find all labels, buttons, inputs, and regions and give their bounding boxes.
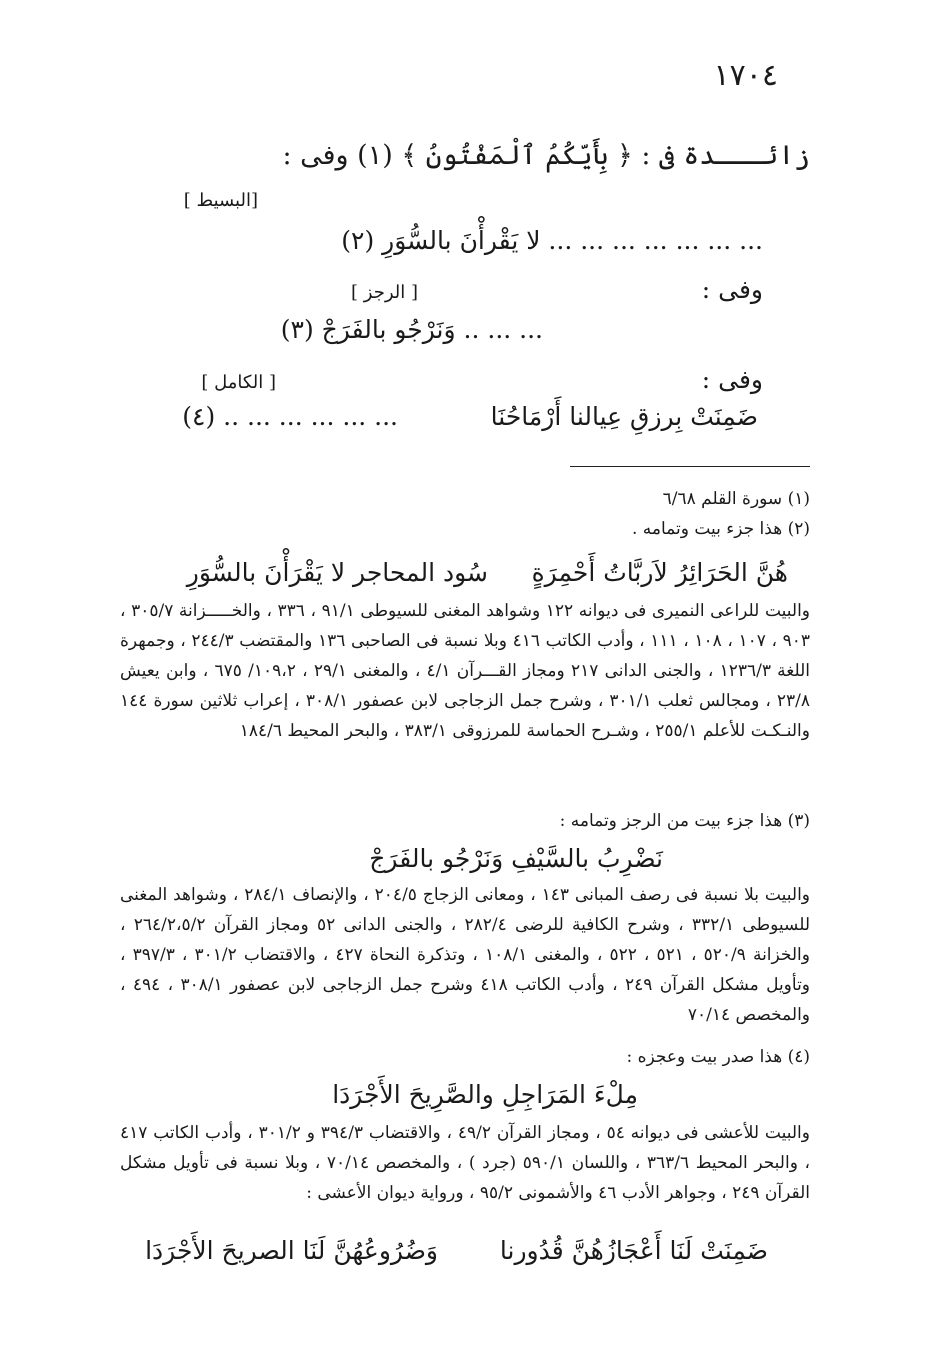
verse-example-2: ... ... .. وَنَرْجُو بالفَرَجْ (٣) [280,315,543,344]
verse-example-3-hemistich-2: ... ... ... ... ... .. (٤) [182,402,398,431]
footnote-4-verse: مِلْءَ المَرَاجِلِ والصَّرِيحَ الأَجْرَدَا [332,1080,638,1109]
footnote-4-final-hemistich-1: ضَمِنَتْ لَنَا أَعْجَازُهُنَّ قُدُورنا [499,1236,768,1265]
footnote-2-verse-hemistich-1: هُنَّ الحَرَائِرُ لاَربَّاتُ أَحْمِرَةٍ [531,558,788,587]
footnote-4-references: والبيت للأعشى فى ديوانه ٥٤ ، ومجاز القرآن ٤٩/٢ ، والاقتضاب ٣٩٤/٣ و ٣٠١/٢ ، وأدب الكاتب ٤١٧ ، والبحر المحيط ٣٦٣/٦ ، واللسان ٥٩٠/١ (جرد ) ، والمخصص ٧٠/١٤ ، وبلا نسبة فى تأويل مشكل القرآن ٢٤٩ ، وجواهر الأدب ٤٦ والأشمونى ٩٥/٢ ، ورواية ديوان الأعشى : [120,1123,810,1203]
footnote-4-intro: (٤) هذا صدر بيت وعجزه : [626,1047,810,1067]
footnote-2-intro: (٢) هذا جزء بيت وتمامه . [631,519,810,539]
example-3-label: وفى : [701,365,763,394]
footnote-1: (١) سورة القلم ٦/٦٨ [662,489,810,509]
meter-label-kamil: [ الكامل ] [201,372,276,393]
intro-line: زائـــدة فى : ﴿ بِأَيّكُمُ ٱلْمَفْتُونُ ﴾ (١) وفى : [282,140,810,171]
footnote-3-verse: نَضْرِبُ بالسَّيْفِ وَنَرْجُو بالفَرَجْ [369,844,663,873]
meter-label-rajaz: [ الرجز ] [351,282,418,303]
footnote-3-intro: (٣) هذا جزء بيت من الرجز وتمامه : [559,811,810,831]
example-2-label: وفى : [701,275,763,304]
footnote-3-references: والبيت بلا نسبة فى رصف المبانى ١٤٣ ، ومعانى الزجاج ٢٠٤/٥ ، والإنصاف ٢٨٤/١ ، وشواهد المغنى للسيوطى ٣٣٢/١ ، وشرح الكافية للرضى ٢٨٢/٤ ، والجنى الدانى ٥٢ ومجاز القرآن ٢٦٤/٢،٥/٢ ، والخزانة ٥٢٠/٩ ، ٥٢١ ، ٥٢٢ ، والمغنى ١٠٨/١ ، وتذكرة النحاة ٤٢٧ ، والاقتضاب ٣٠١/٢ ، ٣٩٧/٣ ، وتأويل مشكل القرآن ٢٤٩ ، وأدب الكاتب ٤١٨ وشرح جمل الزجاجى لابن عصفور ٣٠٨/١ ، ٤٩٤ ، والمخصص ٧٠/١٤ [120,885,811,1025]
page-number: ١٧٠٤ [713,58,778,93]
footnote-4-final-hemistich-2: وَضُرُوعُهُنَّ لَنَا الصريحَ الأَجْرَدَا [145,1236,438,1265]
footnote-2-references: والبيت للراعى النميرى فى ديوانه ١٢٢ وشواهد المغنى للسيوطى ٩١/١ ، ٣٣٦ ، والخـــــزانة ٣٠٥/٧ ، ٩٠٣ ، ١٠٧ ، ١٠٨ ، ١١١ ، وأدب الكاتب ٤١٦ وبلا نسبة فى الصاحبى ١٣٦ والمقتضب ٢٤٤/٣ ، وجمهرة اللغة ١٢٣٦/٣ ، والجنى الدانى ٢١٧ ومجاز القـــرآن ٤/١ ، والمغنى ٢٩/١ ، ١٠٩،٢/ ٦٧٥ ، وابن يعيش ٢٣/٨ ، ومجالس ثعلب ٣٠١/١ ، وشرح جمل الزجاجى لابن عصفور ٣٠٨/١ ، إعراب ثلاثين سورة ١٤٤ والنـكـت للأعلم ٢٥٥/١ ، وشـرح الحماسة للمرزوقى ٣٨٣/١ ، والبحر المحيط ١٨٤/٦ [120,601,811,741]
verse-example-1: ... ... ... ... ... ... ... لا يَقْرأْنَ بالسُّوَرِ (٢) [341,226,763,255]
verse-example-3-hemistich-1: ضَمِنَتْ بِرزقِ عِيالنا أَرْمَاحُنَا [490,402,758,431]
footnote-2-verse-hemistich-2: سُود المحاجر لا يَقْرَأْنَ بالسُّوَرِ [186,558,488,587]
meter-label-basit: [البسيط ] [183,190,258,211]
footnote-divider [570,466,810,467]
